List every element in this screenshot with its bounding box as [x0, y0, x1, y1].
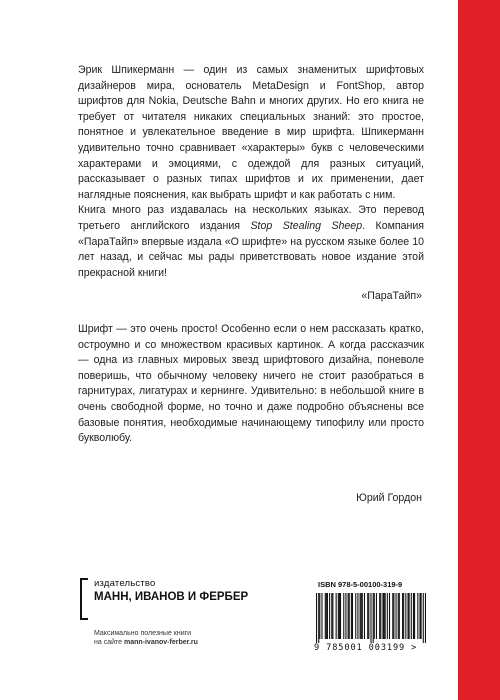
- publisher-website-link[interactable]: mann-ivanov-ferber.ru: [123, 639, 198, 646]
- signature-paratype: «ПараТайп»: [361, 290, 422, 302]
- barcode-digits: 9 785001 003199 >: [314, 643, 418, 653]
- blurb-paragraph-2: [78, 203, 424, 281]
- publisher-pre-label: издательство: [94, 578, 156, 589]
- publisher-name: МАНН, ИВАНОВ И ФЕРБЕР: [94, 591, 249, 603]
- red-spine-strip: [458, 0, 500, 700]
- blurb-paragraph-1: Эрик Шпикерманн — один из самых знаменитых шрифтовых дизайнеров мира, основатель MetaDesign и FontShop, автор шрифтов для Nokia, Deutsche Bahn и многих других. Но его книга не требует от читателя никаких специальных знаний: это простое, понятное и увлекательное введение в мир шрифта. Шпикерманн удивительно точно сравнивает «характеры» букв с человеческими характерами и эмоциями, с одеждой для разных ситуаций, рассказывает о разных типах шрифтов и их применении, дает наглядные пояснения, как выбрать шрифт и как работать с ним.: [78, 64, 424, 201]
- slogan-prefix: на сайте: [94, 639, 124, 646]
- publisher-blurb: [78, 63, 424, 281]
- book-original-title: Stop Stealing Sheep: [250, 219, 363, 232]
- slogan-line-2: [94, 638, 198, 647]
- signature-gordon: Юрий Гордон: [356, 492, 422, 504]
- barcode-icon: [316, 593, 426, 643]
- review-paragraph: Шрифт — это очень просто! Особенно если о нем рассказать кратко, остроумно и со множеством красивых картинок. А когда рассказчик — одна из главных мировых звезд шрифтового дизайна, поневоле поверишь, что обычному человеку ничего не стоит разобраться в гарнитурах, лигатурах и кернинге. Удивительно: в небольшой книге в очень свободной форме, но точно и даже подробно объяснены все базовые понятия, необходимые начинающему типофилу или просто букволюбу.: [78, 323, 424, 445]
- blurb-p2-start: Книга много раз издавалась на нескольких языках. Это перевод третьего английского издания: [78, 204, 424, 232]
- logo-bracket-icon: [80, 578, 88, 620]
- isbn-label: ISBN 978-5-00100-319-9: [318, 580, 403, 589]
- publisher-slogan: [94, 629, 198, 647]
- reviewer-blurb: [78, 322, 424, 447]
- slogan-line-1: Максимально полезные книги: [94, 630, 192, 637]
- blurb-p2-end: . Компания «ПараТайп» впервые издала «О шрифте» на русском языке более 10 лет назад, и сейчас мы рады приветствовать новое издание этой прекрасной книги!: [78, 219, 424, 279]
- publisher-logo: [80, 578, 248, 620]
